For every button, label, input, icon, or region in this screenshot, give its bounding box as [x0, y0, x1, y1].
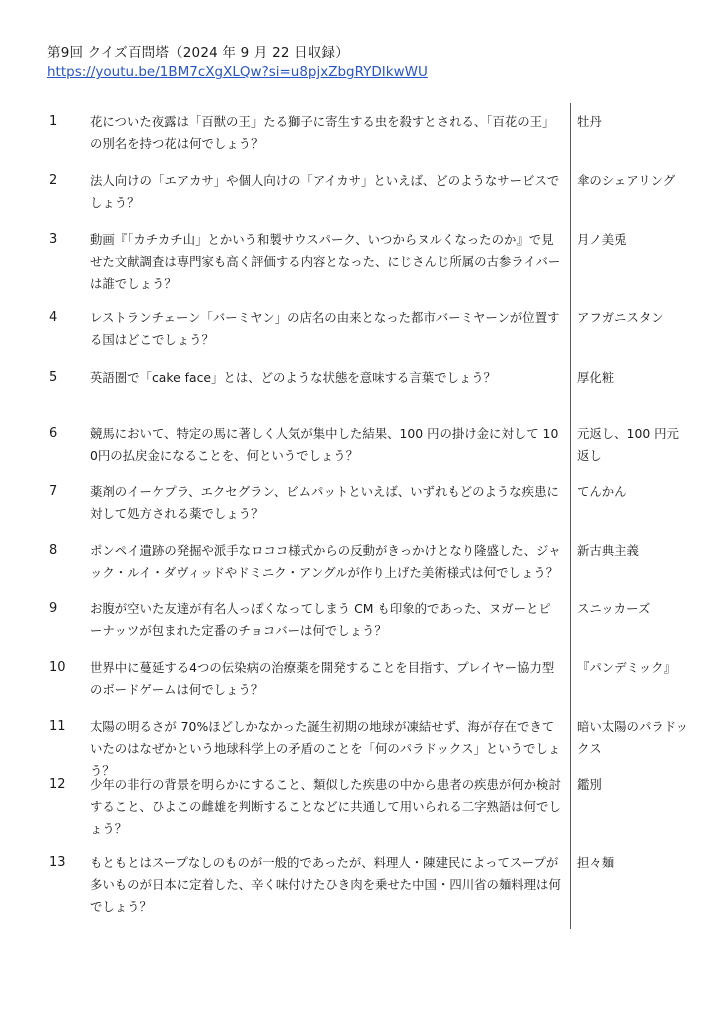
- question-text: ポンペイ遺跡の発掘や派手なロココ様式からの反動がきっかけとなり隆盛した、ジャック・ルイ・ダヴィッドやドミニク・アングルが作り上げた美術様式は何でしょう？: [90, 543, 561, 580]
- answer-text: 傘のシェアリング: [577, 173, 676, 188]
- answer-text: 暗い太陽のパラドックス: [577, 719, 689, 756]
- question-text: 薬剤のイーケプラ、エクセグラン、ビムパットといえば、いずれもどのような疾患に対して処方される薬でしょう？: [90, 484, 559, 521]
- column-divider: [570, 103, 571, 929]
- question-text: 法人向けの「エアカサ」や個人向けの「アイカサ」といえば、どのようなサービスでしょう？: [90, 173, 560, 210]
- question-text: 世界中に蔓延する4つの伝染病の治療薬を開発することを目指す、プレイヤー協力型のボードゲームは何でしょう？: [90, 660, 555, 697]
- answer-text: 『パンデミック』: [577, 660, 676, 675]
- answer-text: てんかん: [577, 484, 627, 499]
- question-number: 5: [49, 370, 58, 385]
- page-title: 第9回 クイズ百問塔（2024 年 9 月 22 日収録）: [47, 45, 349, 61]
- question-text: もともとはスープなしのものが一般的であったが、料理人・陳建民によってスープが多いものが日本に定着した、辛く味付けたひき肉を乗せた中国・四川省の麺料理は何でしょう？: [90, 855, 561, 914]
- question-number: 12: [49, 777, 66, 792]
- answer-text: アフガニスタン: [577, 310, 664, 325]
- question-text: 太陽の明るさが 70%ほどしかなかった誕生初期の地球が凍結せず、海が存在できていたのはなぜかという地球科学上の矛盾のことを「何のパラドックス」というでしょう？: [90, 719, 561, 778]
- question-number: 2: [49, 173, 58, 188]
- question-number: 1: [49, 114, 58, 129]
- question-number: 9: [49, 601, 58, 616]
- answer-text: 鑑別: [577, 777, 602, 792]
- question-number: 7: [49, 484, 58, 499]
- question-text: 英語圏で「cake face」とは、どのような状態を意味する言葉でしょう？: [90, 370, 497, 385]
- answer-text: 厚化粧: [577, 370, 615, 385]
- question-number: 13: [49, 855, 66, 870]
- question-number: 10: [49, 660, 66, 675]
- question-text: 花についた夜露は「百獣の王」たる獅子に寄生する虫を殺すとされる、「百花の王」の別名を持つ花は何でしょう？: [90, 114, 555, 151]
- question-number: 3: [49, 232, 58, 247]
- answer-text: 担々麺: [577, 855, 615, 870]
- question-text: 少年の非行の背景を明らかにすること、類似した疾患の中から患者の疾患が何か検討すること、ひよこの雌雄を判断することなどに共通して用いられる二字熟語は何でしょう？: [90, 777, 561, 836]
- question-number: 11: [49, 719, 66, 734]
- answer-text: 月ノ美兎: [577, 232, 627, 247]
- question-text: 競馬において、特定の馬に著しく人気が集中した結果、100 円の掛け金に対して 100円の払戻金になることを、何というでしょう？: [90, 426, 559, 463]
- question-text: お腹が空いた友達が有名人っぽくなってしまう CM も印象的であった、ヌガーとピーナッツが包まれた定番のチョコバーは何でしょう？: [90, 601, 551, 638]
- answer-text: スニッカーズ: [577, 601, 651, 616]
- question-text: 動画『「カチカチ山」とかいう和製サウスパーク、いつからヌルくなったのか』で見せた文献調査は専門家も高く評価する内容となった、にじさんじ所属の古参ライバーは誰でしょう？: [90, 232, 561, 291]
- answer-text: 牡丹: [577, 114, 602, 129]
- answer-text: 新古典主義: [577, 543, 639, 558]
- answer-text: 元返し、100 円元返し: [577, 426, 679, 463]
- question-text: レストランチェーン「バーミヤン」の店名の由来となった都市バーミヤーンが位置する国はどこでしょう？: [90, 310, 560, 347]
- video-link[interactable]: https://youtu.be/1BM7cXgXLQw?si=u8pjxZbgRYDIkwWU: [47, 64, 428, 80]
- question-number: 8: [49, 543, 58, 558]
- question-number: 4: [49, 310, 58, 325]
- question-number: 6: [49, 426, 58, 441]
